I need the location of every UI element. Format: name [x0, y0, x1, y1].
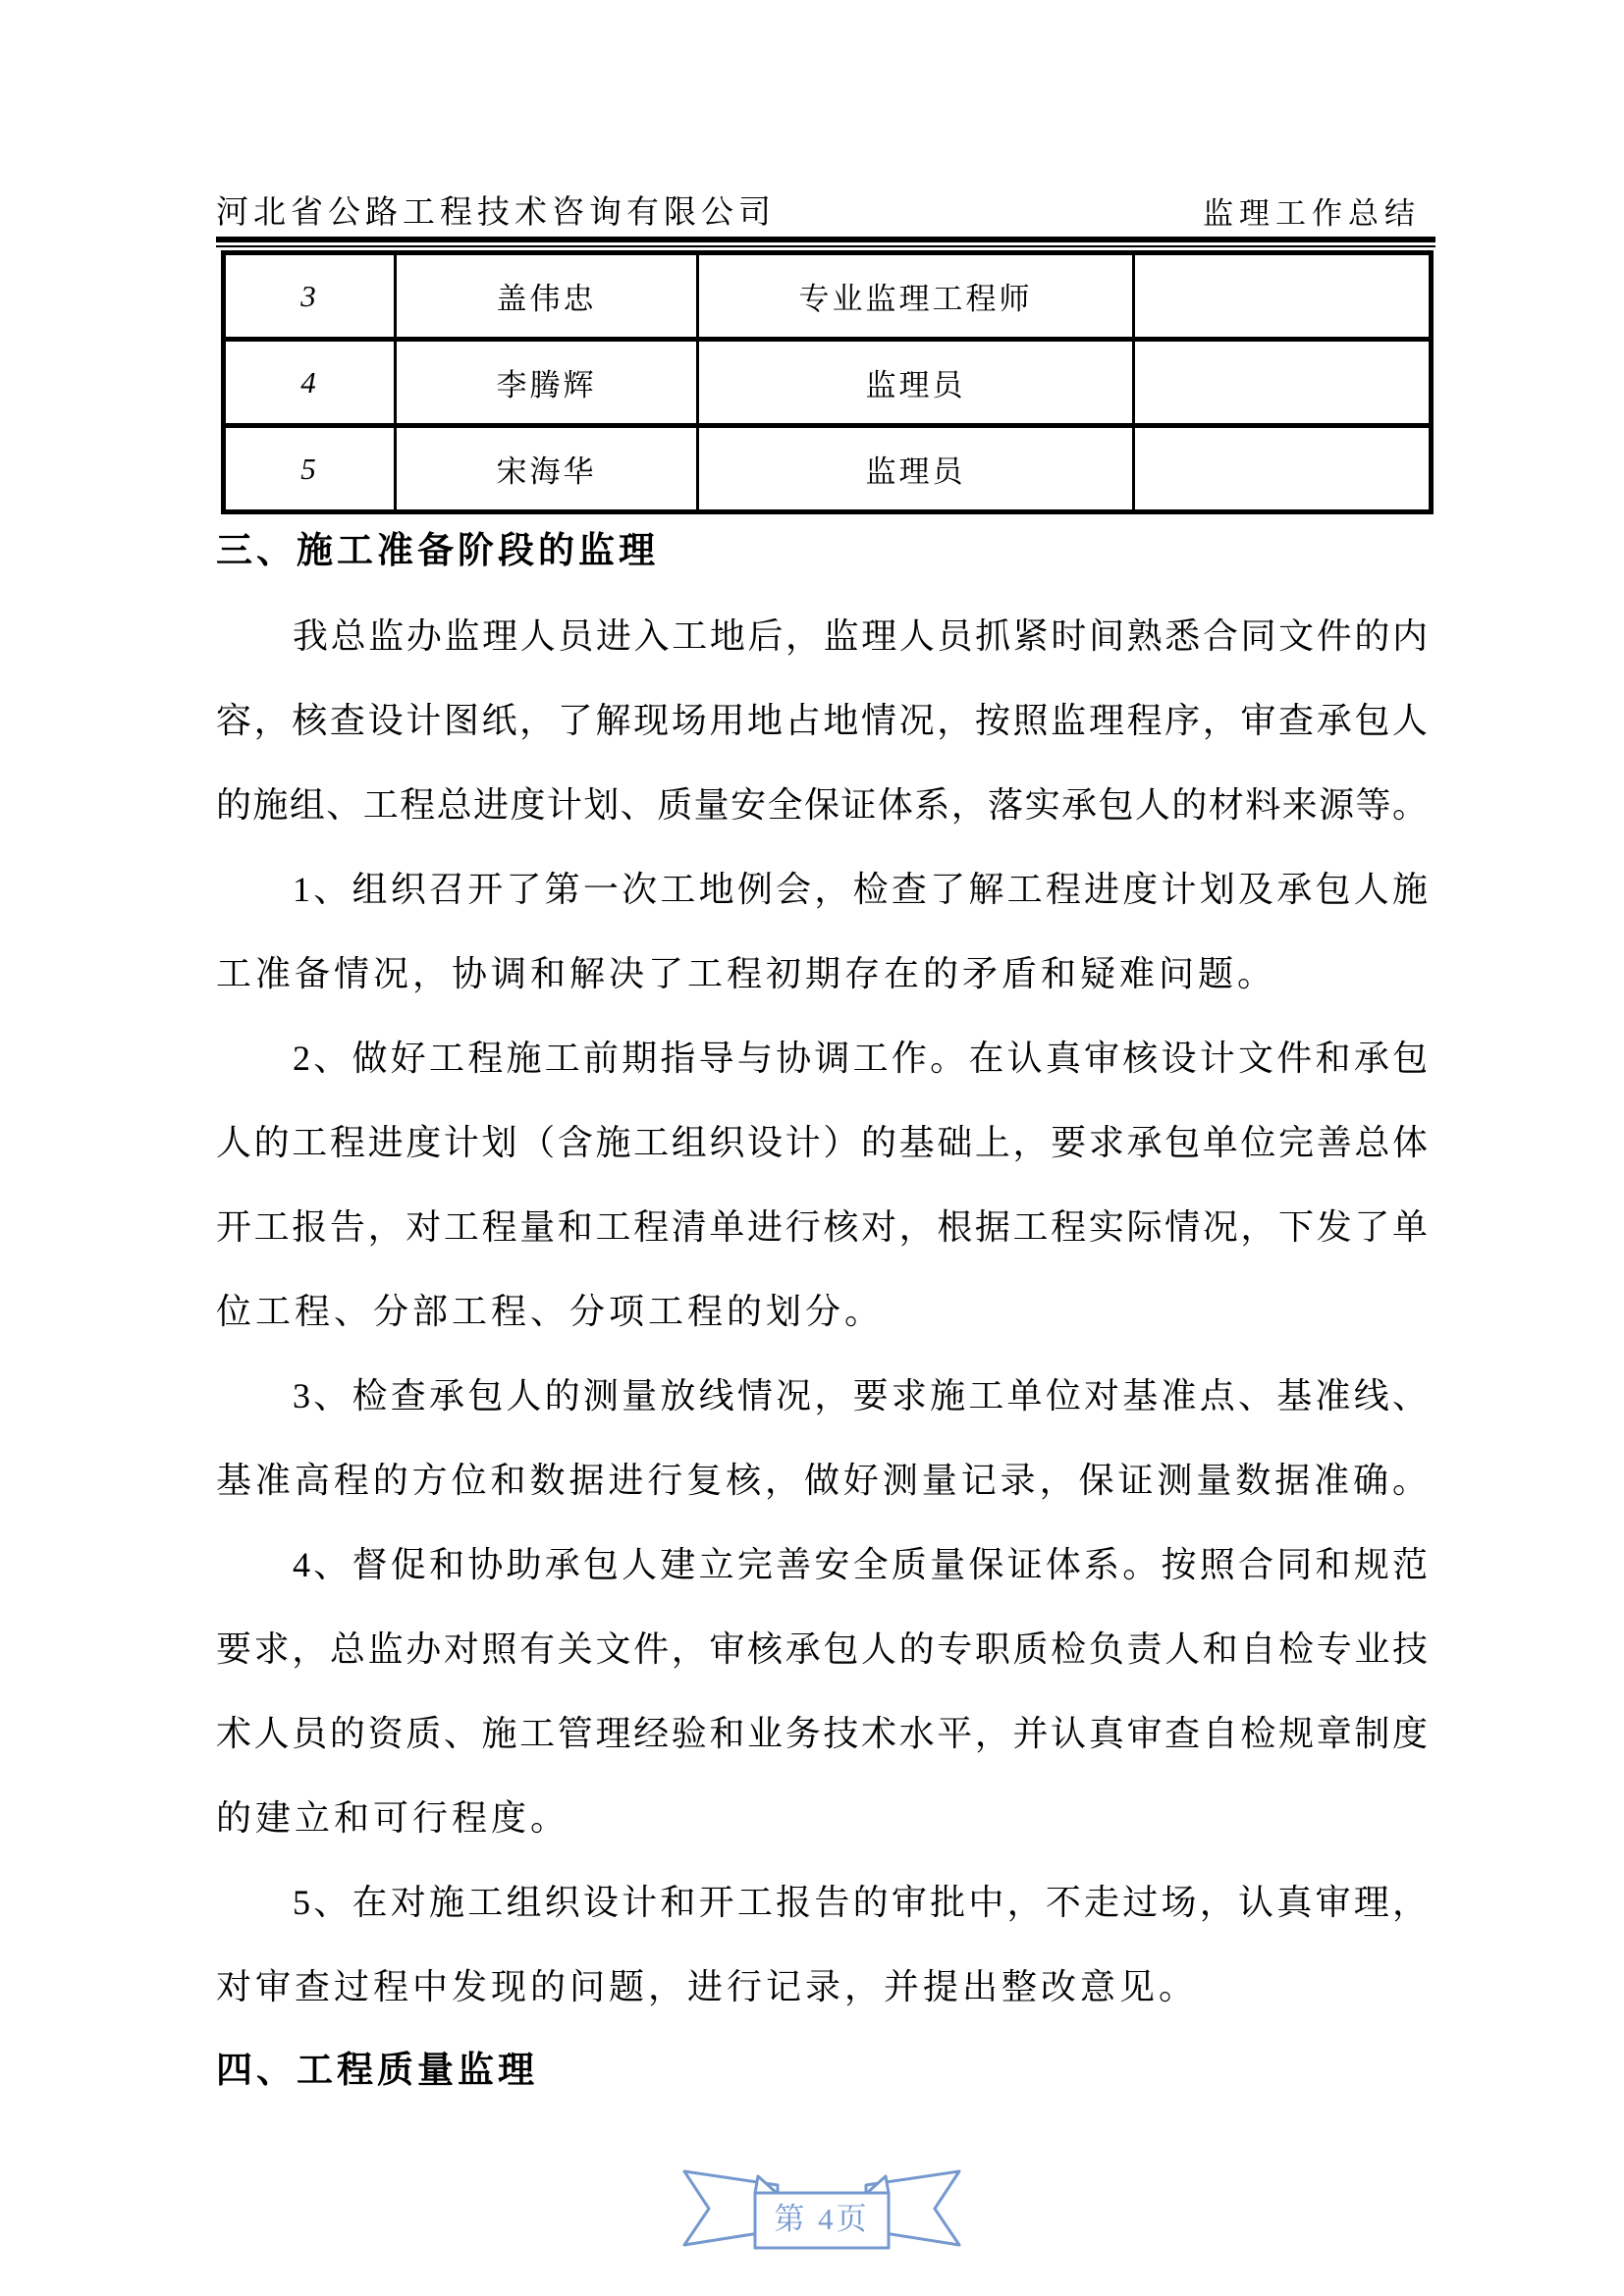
page-header — [216, 187, 1429, 233]
header-doc-title: 监理工作总结 — [1203, 196, 1421, 231]
body-line: 对审查过程中发现的问题，进行记录，并提出整改意见。 — [216, 1967, 1199, 2006]
personnel-table-body — [224, 253, 1432, 512]
section-heading: 四、工程质量监理 — [216, 2051, 538, 2091]
page-number-label: 第 4页 — [774, 2202, 870, 2236]
body-line: 要求，总监办对照有关文件，审核承包人的专职质检负责人和自检专业技 — [216, 1629, 1429, 1669]
table-cell-name-2: 宋海华 — [396, 426, 698, 512]
body-line: 容，核查设计图纸，了解现场用地占地情况，按照监理程序，审查承包人 — [216, 701, 1429, 740]
table-cell-no-2: 5 — [224, 426, 396, 512]
body-line: 人的工程进度计划（含施工组织设计）的基础上，要求承包单位完善总体 — [216, 1123, 1429, 1162]
page-number-ribbon — [679, 2167, 964, 2258]
header-rule-thick — [216, 237, 1435, 242]
table-cell-no-0: 3 — [224, 253, 396, 340]
table-cell-role-1: 监理员 — [698, 340, 1134, 426]
table-cell-note-0 — [1134, 253, 1432, 340]
table-cell-note-1 — [1134, 340, 1432, 426]
body-line: 基准高程的方位和数据进行复核，做好测量记录，保证测量数据准确。 — [216, 1461, 1429, 1500]
body-line: 工准备情况，协调和解决了工程初期存在的矛盾和疑难问题。 — [216, 954, 1277, 993]
body-line: 我总监办监理人员进入工地后，监理人员抓紧时间熟悉合同文件的内 — [293, 616, 1429, 656]
body-line: 的建立和可行程度。 — [216, 1798, 570, 1838]
table-cell-note-2 — [1134, 426, 1432, 512]
table-cell-role-2: 监理员 — [698, 426, 1134, 512]
body-line: 术人员的资质、施工管理经验和业务技术水平，并认真审查自检规章制度 — [216, 1714, 1429, 1753]
table-row — [224, 426, 1432, 512]
body-line: 2、做好工程施工前期指导与协调工作。在认真审核设计文件和承包 — [293, 1039, 1429, 1078]
header-company-name: 河北省公路工程技术咨询有限公司 — [216, 195, 776, 231]
table-cell-no-1: 4 — [224, 340, 396, 426]
body-line: 位工程、分部工程、分项工程的划分。 — [216, 1292, 885, 1331]
personnel-table — [221, 250, 1434, 514]
body-line: 的施组、工程总进度计划、质量安全保证体系，落实承包人的材料来源等。 — [216, 785, 1429, 825]
body-line: 3、检查承包人的测量放线情况，要求施工单位对基准点、基准线、 — [293, 1376, 1429, 1415]
table-row — [224, 340, 1432, 426]
body-line: 开工报告，对工程量和工程清单进行核对，根据工程实际情况，下发了单 — [216, 1207, 1429, 1247]
table-cell-name-0: 盖伟忠 — [396, 253, 698, 340]
table-cell-name-1: 李腾辉 — [396, 340, 698, 426]
header-rule-thin — [216, 245, 1435, 247]
body-line: 5、在对施工组织设计和开工报告的审批中，不走过场，认真审理， — [293, 1883, 1429, 1922]
section-heading: 三、施工准备阶段的监理 — [216, 531, 659, 571]
table-row — [224, 253, 1432, 340]
body-line: 1、组织召开了第一次工地例会，检查了解工程进度计划及承包人施 — [293, 870, 1429, 909]
table-cell-role-0: 专业监理工程师 — [698, 253, 1134, 340]
document-body — [216, 509, 1429, 2113]
body-line: 4、督促和协助承包人建立完善安全质量保证体系。按照合同和规范 — [293, 1545, 1429, 1584]
